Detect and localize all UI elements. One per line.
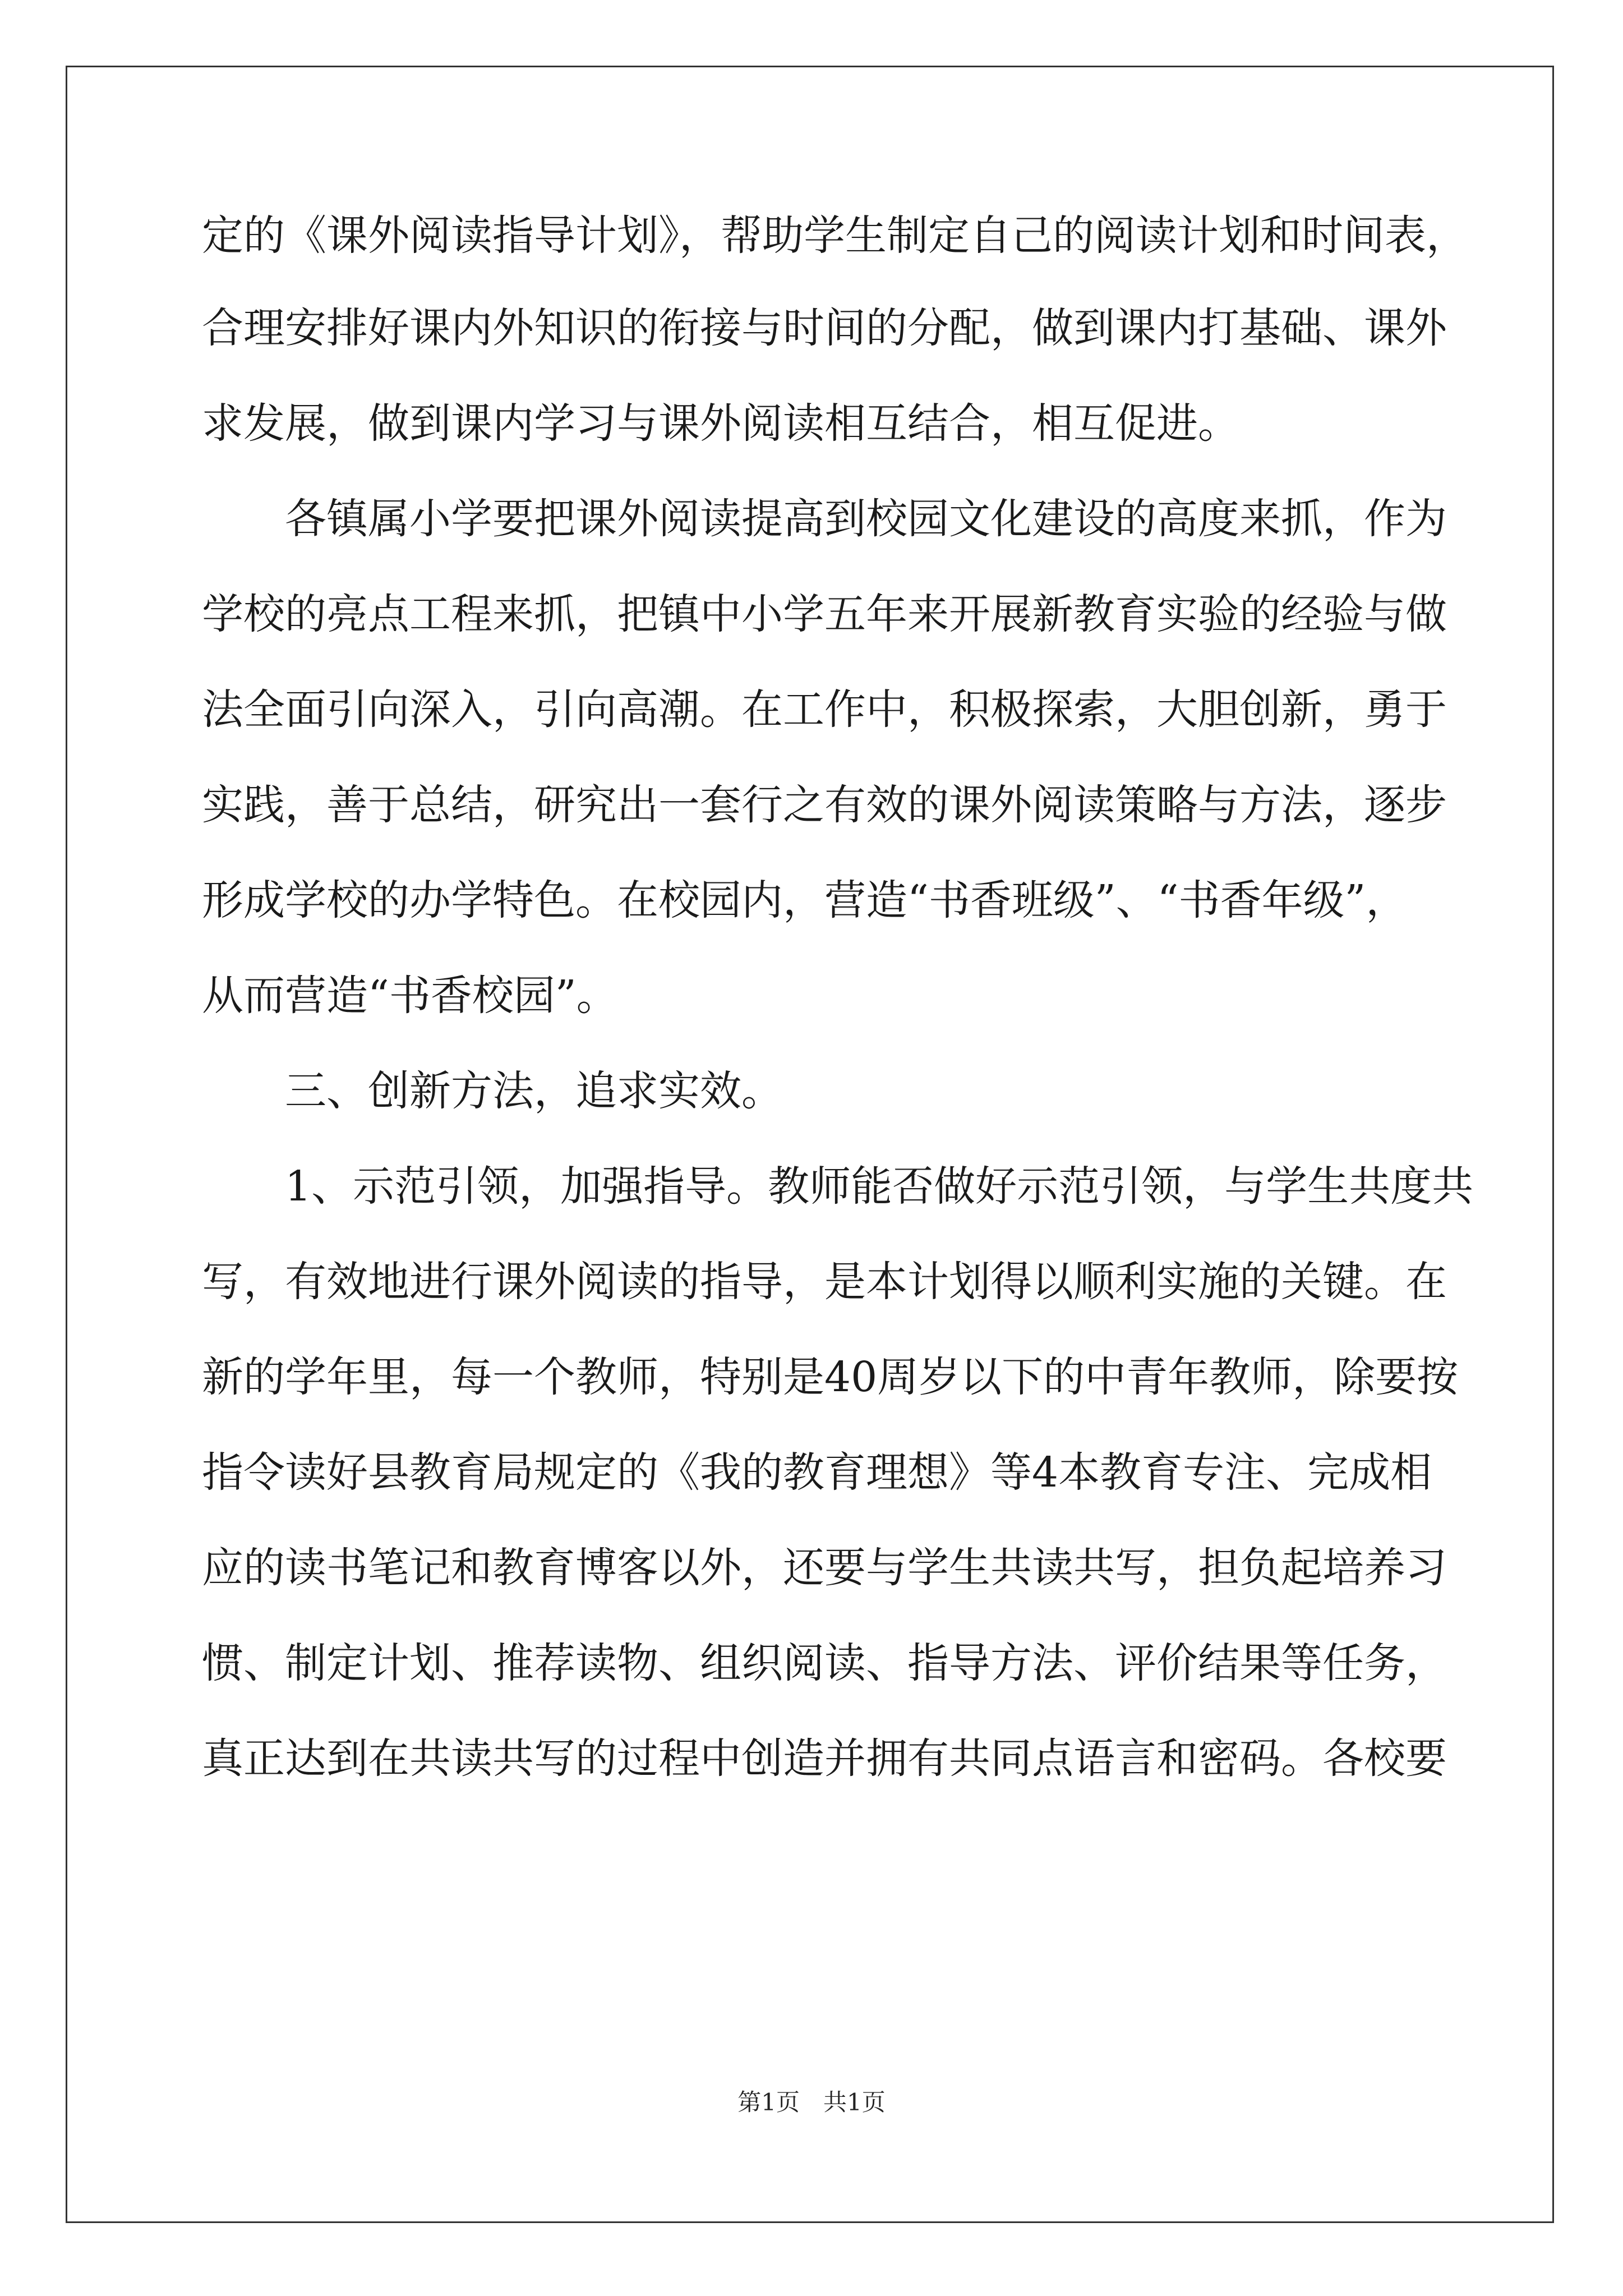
text-line: 求发展，做到课内学习与课外阅读相互结合，相互促进。 — [202, 399, 1239, 448]
text-line: 学校的亮点工程来抓，把镇中小学五年来开展新教育实验的经验与做 — [202, 590, 1447, 638]
text-line: 惯、制定计划、推荐读物、组织阅读、指导方法、评价结果等任务， — [202, 1639, 1447, 1687]
text-line: 新的学年里，每一个教师，特别是40周岁以下的中青年教师，除要按 — [202, 1353, 1459, 1401]
text-line: 指令读好县教育局规定的《我的教育理想》等4本教育专注、完成相 — [202, 1448, 1432, 1497]
paragraph-start-line: 1、示范引领，加强指导。教师能否做好示范引领，与学生共度共 — [202, 1162, 1474, 1211]
text-line: 写，有效地进行课外阅读的指导，是本计划得以顺利实施的关键。在 — [202, 1258, 1447, 1306]
text-line: 形成学校的办学特色。在校园内，营造“书香班级”、“书香年级”， — [202, 876, 1408, 924]
text-line: 应的读书笔记和教育博客以外，还要与学生共读共写，担负起培养习 — [202, 1544, 1447, 1592]
section-heading: 三、创新方法，追求实效。 — [202, 1067, 783, 1115]
page-footer: 第1页 共1页 — [737, 2088, 886, 2116]
text-line: 法全面引向深入，引向高潮。在工作中，积极探索，大胆创新，勇于 — [202, 685, 1447, 734]
text-line: 定的《课外阅读指导计划》，帮助学生制定自己的阅读计划和时间表， — [202, 211, 1468, 260]
text-line: 从而营造“书香校园”。 — [202, 972, 618, 1020]
text-line: 合理安排好课内外知识的衔接与时间的分配，做到课内打基础、课外 — [202, 304, 1447, 352]
text-line: 实践，善于总结，研究出一套行之有效的课外阅读策略与方法，逐步 — [202, 781, 1447, 829]
paragraph-start-line: 各镇属小学要把课外阅读提高到校园文化建设的高度来抓，作为 — [202, 495, 1447, 543]
text-line: 真正达到在共读共写的过程中创造并拥有共同点语言和密码。各校要 — [202, 1734, 1447, 1783]
document-body — [202, 191, 1474, 1806]
